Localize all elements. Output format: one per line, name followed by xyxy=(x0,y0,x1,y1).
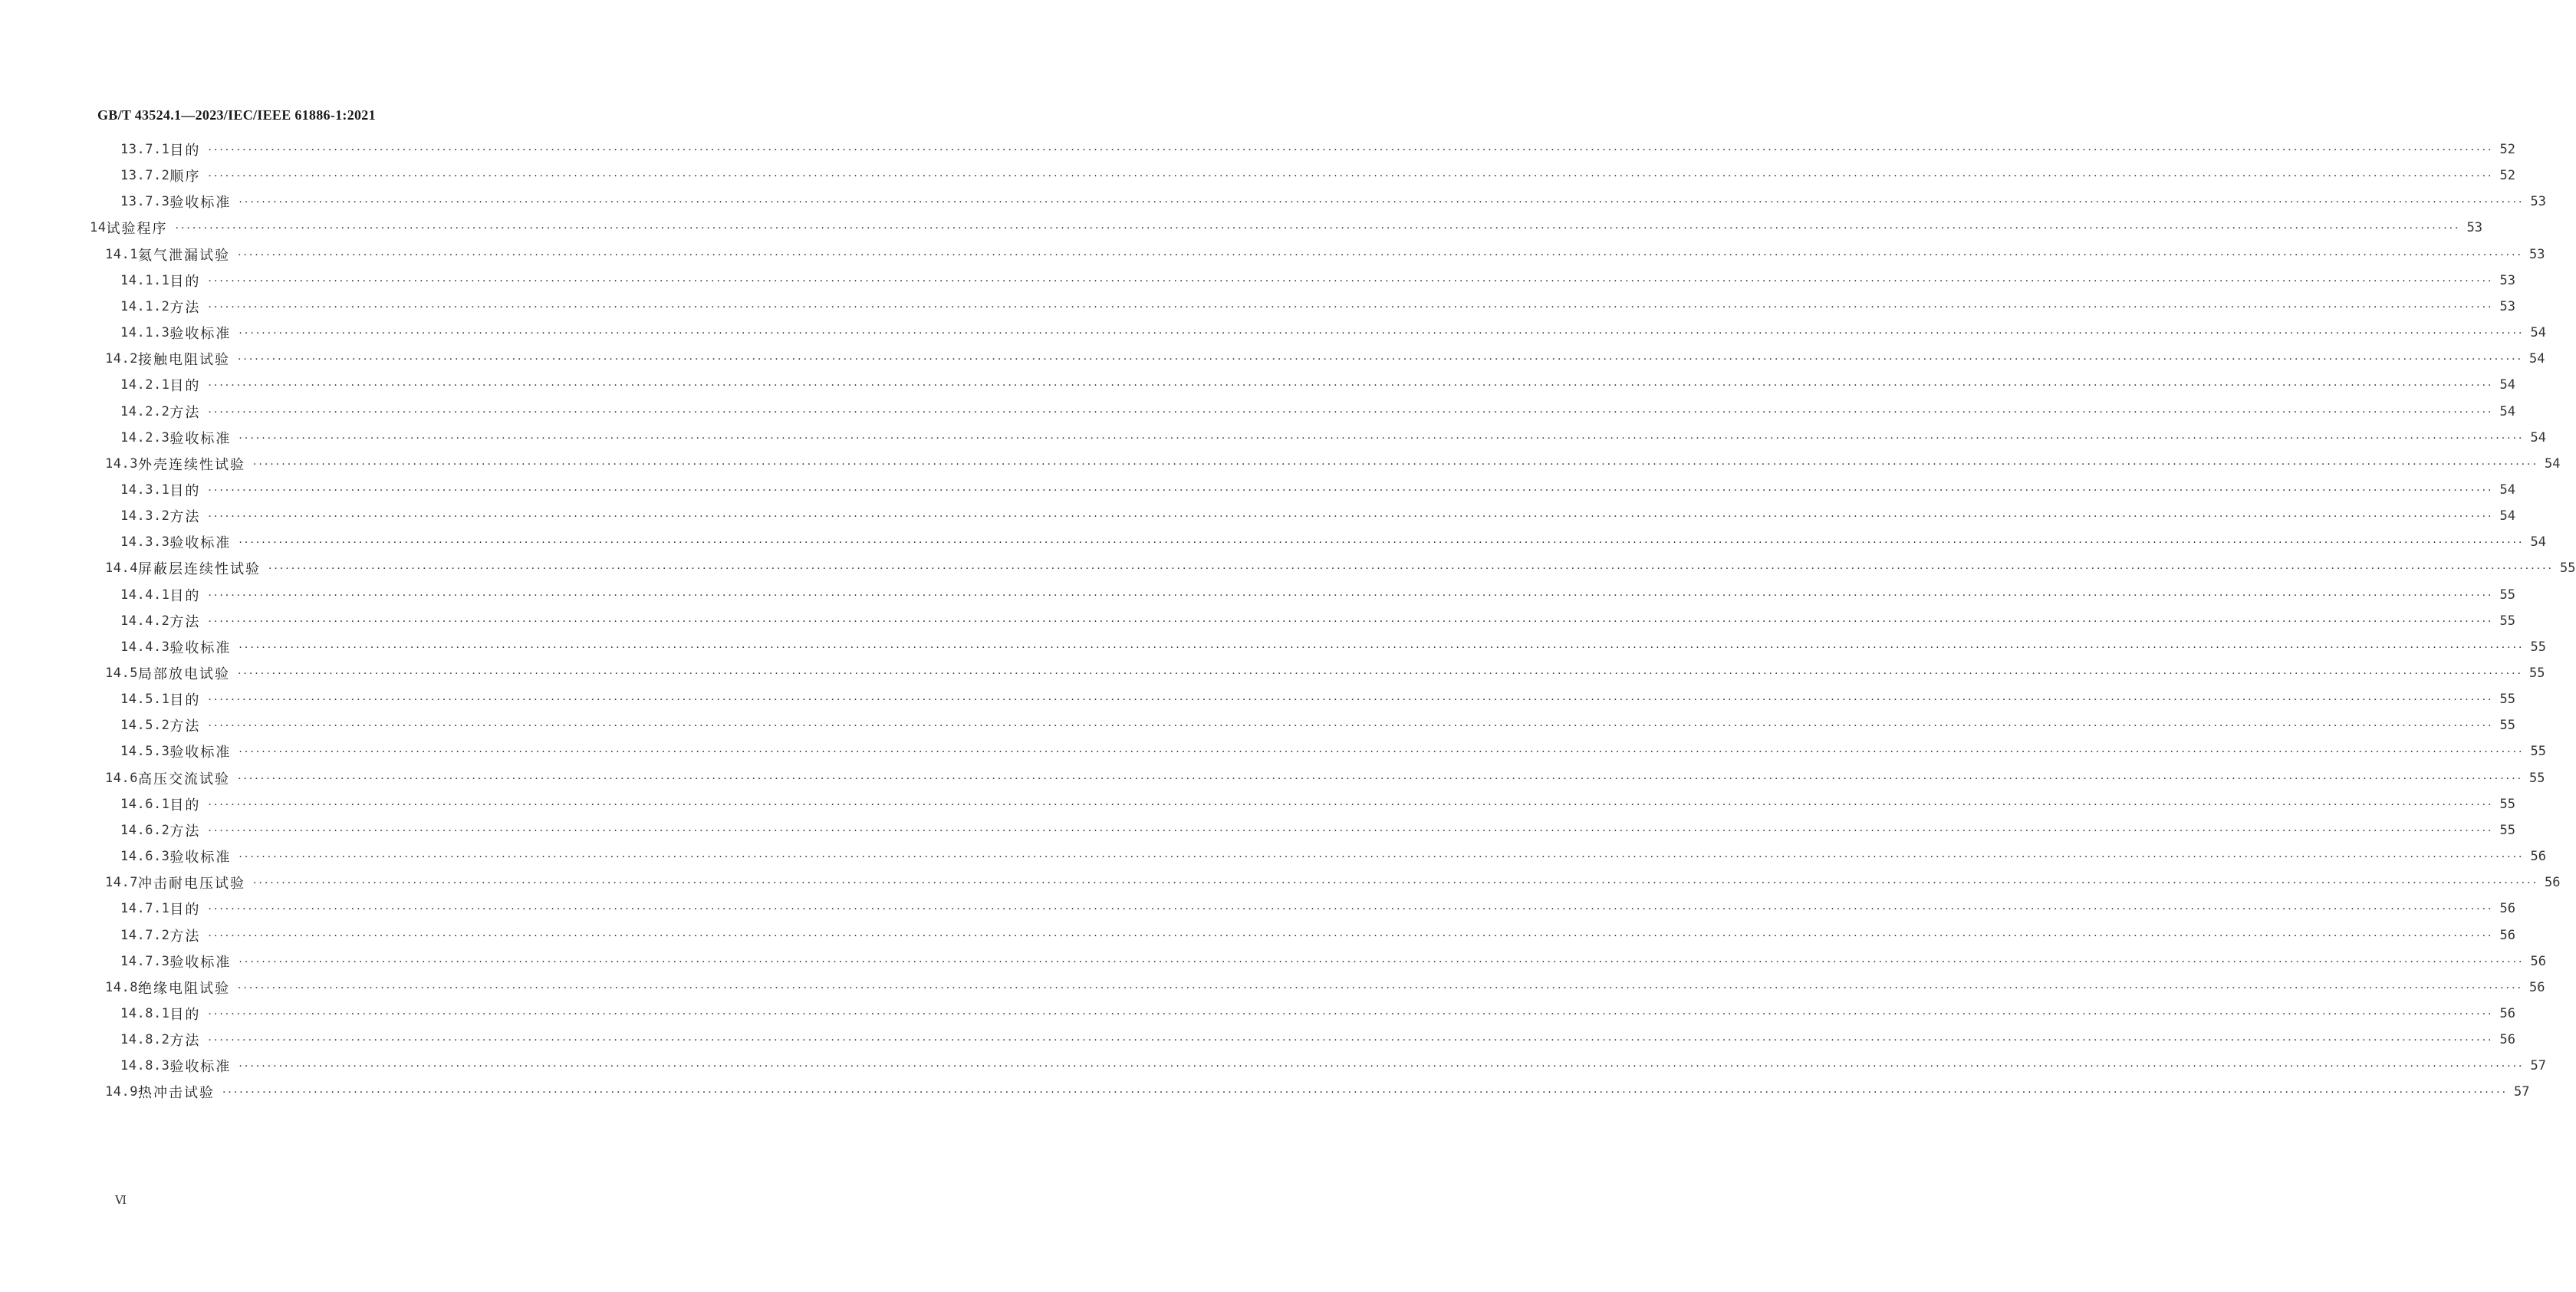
toc-entry-number: 14.5.1 xyxy=(120,692,170,708)
toc-entry[interactable] xyxy=(120,636,2546,659)
toc-entry-page: 56 xyxy=(2499,1005,2515,1021)
toc-entry-page: 54 xyxy=(2499,403,2515,419)
toc-leader-dots: ················································································································································································································································································································································································································ xyxy=(252,877,2539,890)
toc-leader-dots: ················································································································································································································································································································································································································ xyxy=(208,903,2494,916)
toc-leader-dots: ················································································································································································································································································································································································································ xyxy=(239,1060,2525,1073)
toc-entry-page: 54 xyxy=(2530,534,2546,551)
toc-leader-dots: ················································································································································································································································································································································································································ xyxy=(208,406,2494,419)
toc-entry-page: 57 xyxy=(2530,1058,2546,1074)
toc-entry[interactable] xyxy=(120,138,2515,161)
toc-entry-title: 目的 xyxy=(169,1006,201,1023)
toc-entry-page: 56 xyxy=(2530,849,2546,865)
toc-entry-number: 14.8.2 xyxy=(120,1032,170,1048)
toc-entry-title: 绝缘电阻试验 xyxy=(137,980,230,997)
toc-entry-title: 目的 xyxy=(169,143,201,159)
toc-entry[interactable] xyxy=(120,190,2546,213)
toc-entry-title: 方法 xyxy=(169,299,201,316)
toc-entry[interactable] xyxy=(120,793,2515,816)
toc-entry-number: 14.4.1 xyxy=(120,587,170,603)
toc-entry-title: 验收标准 xyxy=(169,954,232,971)
toc-entry-title: 冲击耐电压试验 xyxy=(137,876,245,893)
toc-entry-title: 方法 xyxy=(169,928,201,945)
toc-entry-number: 14.7.2 xyxy=(120,927,170,943)
toc-leader-dots: ················································································································································································································································································································································································································ xyxy=(208,589,2494,602)
toc-entry[interactable] xyxy=(120,426,2546,449)
toc-entry-page: 54 xyxy=(2530,429,2546,445)
toc-entry-number: 14.3.3 xyxy=(120,534,170,551)
toc-entry-title: 目的 xyxy=(169,797,201,814)
toc-leader-dots: ················································································································································································································································································································································································································ xyxy=(208,170,2494,183)
toc-leader-dots: ················································································································································································································································································································································································································ xyxy=(239,432,2525,445)
toc-entry[interactable] xyxy=(120,295,2515,318)
toc-entry-number: 14.2 xyxy=(105,351,138,367)
toc-entry-number: 14.4.2 xyxy=(120,613,170,629)
toc-entry[interactable] xyxy=(105,347,2545,370)
toc-entry-title: 验收标准 xyxy=(169,1059,232,1076)
toc-entry[interactable] xyxy=(120,610,2515,633)
toc-leader-dots: ················································································································································································································································································································································································································ xyxy=(208,1008,2494,1021)
toc-leader-dots: ················································································································································································································································································································································································································ xyxy=(239,746,2525,759)
document-header xyxy=(97,107,376,123)
toc-entry-page: 56 xyxy=(2545,875,2561,891)
toc-entry-number: 14.2.3 xyxy=(120,429,170,445)
toc-leader-dots: ················································································································································································································································································································································································································ xyxy=(208,380,2494,393)
toc-entry-number: 14.3.1 xyxy=(120,482,170,498)
toc-entry-title: 方法 xyxy=(169,613,201,630)
toc-entry-number: 14.6.3 xyxy=(120,849,170,865)
toc-entry[interactable] xyxy=(120,584,2515,607)
toc-entry[interactable] xyxy=(120,1054,2546,1077)
toc-entry-title: 高压交流试验 xyxy=(137,771,230,787)
toc-entry-page: 53 xyxy=(2530,194,2546,210)
toc-entry[interactable] xyxy=(105,557,2576,580)
toc-entry-title: 目的 xyxy=(169,482,201,499)
toc-entry-page: 53 xyxy=(2499,298,2515,314)
toc-entry-page: 55 xyxy=(2530,639,2546,655)
toc-entry-page: 54 xyxy=(2545,455,2561,472)
toc-leader-dots: ················································································································································································································································································································································································································ xyxy=(268,563,2555,576)
toc-entry-title: 外壳连续性试验 xyxy=(137,456,245,473)
toc-entry-title: 方法 xyxy=(169,404,201,421)
toc-entry-number: 14.4 xyxy=(105,561,138,577)
toc-leader-dots: ················································································································································································································································································································································································································ xyxy=(208,144,2494,156)
toc-entry-number: 13.7.2 xyxy=(120,168,170,184)
toc-entry-number: 14.4.3 xyxy=(120,639,170,655)
toc-leader-dots: ················································································································································································································································································································································································································ xyxy=(208,511,2494,524)
toc-leader-dots: ················································································································································································································································································································································································································ xyxy=(239,955,2525,968)
toc-entry[interactable] xyxy=(105,662,2545,685)
toc-entry-page: 56 xyxy=(2499,927,2515,943)
toc-entry[interactable] xyxy=(120,531,2546,554)
toc-entry[interactable] xyxy=(120,897,2515,920)
toc-entry-number: 14.7.1 xyxy=(120,901,170,917)
toc-entry-number: 14.9 xyxy=(105,1084,138,1100)
toc-entry-title: 方法 xyxy=(169,823,201,840)
toc-entry-title: 局部放电试验 xyxy=(137,666,230,682)
toc-entry-number: 14 xyxy=(90,220,107,236)
toc-entry-number: 14.6.1 xyxy=(120,796,170,812)
toc-entry[interactable] xyxy=(120,714,2515,737)
toc-entry[interactable] xyxy=(120,819,2515,842)
toc-entry-title: 目的 xyxy=(169,273,201,290)
toc-entry-number: 14.1.2 xyxy=(120,298,170,314)
toc-leader-dots: ················································································································································································································································································································································································································ xyxy=(237,353,2524,367)
toc-leader-dots: ················································································································································································································································································································································································································ xyxy=(175,222,2461,235)
toc-leader-dots: ················································································································································································································································································································································································································ xyxy=(239,641,2525,654)
toc-entry-page: 54 xyxy=(2499,482,2515,498)
toc-entry-number: 14.1 xyxy=(105,246,138,262)
toc-entry-title: 顺序 xyxy=(169,169,201,186)
toc-entry-page: 56 xyxy=(2499,1032,2515,1048)
toc-entry[interactable] xyxy=(120,740,2546,763)
standard-number: GB/T 43524.1—2023/IEC/IEEE 61886-1:2021 xyxy=(97,107,376,123)
toc-entry-title: 方法 xyxy=(169,718,201,735)
toc-entry-page: 56 xyxy=(2499,901,2515,917)
toc-leader-dots: ················································································································································································································································································································································································································ xyxy=(252,458,2539,471)
toc-entry[interactable] xyxy=(120,478,2515,501)
toc-leader-dots: ················································································································································································································································································································································································································ xyxy=(208,694,2494,707)
toc-leader-dots: ················································································································································································································································································································································································································ xyxy=(208,615,2494,628)
toc-entry-page: 56 xyxy=(2530,953,2546,969)
toc-entry[interactable] xyxy=(120,1002,2515,1025)
toc-leader-dots: ················································································································································································································································································································································································································ xyxy=(208,275,2494,288)
toc-entry-page: 53 xyxy=(2529,246,2545,262)
toc-entry[interactable] xyxy=(120,321,2546,344)
toc-entry-title: 验收标准 xyxy=(169,430,232,447)
toc-entry-title: 试验程序 xyxy=(106,221,168,238)
toc-entry-number: 14.7.3 xyxy=(120,953,170,969)
toc-entry-page: 55 xyxy=(2499,587,2515,603)
page-number-footer: Ⅵ xyxy=(115,1193,127,1207)
toc-entry[interactable] xyxy=(120,373,2515,396)
toc-entry-page: 55 xyxy=(2530,744,2546,760)
toc-entry[interactable] xyxy=(105,243,2545,266)
toc-entry-number: 14.2.2 xyxy=(120,403,170,419)
toc-leader-dots: ················································································································································································································································································································································································································ xyxy=(239,327,2525,340)
toc-entry[interactable] xyxy=(120,688,2515,711)
toc-leader-dots: ················································································································································································································································································································································································································ xyxy=(237,772,2524,785)
toc-leader-dots: ················································································································································································································································································································································································································ xyxy=(208,1034,2494,1047)
toc-entry-title: 目的 xyxy=(169,587,201,604)
toc-entry[interactable] xyxy=(120,845,2546,868)
toc-leader-dots: ················································································································································································································································································································································································································ xyxy=(208,484,2494,497)
toc-leader-dots: ················································································································································································································································································································································································································ xyxy=(237,981,2524,994)
toc-entry[interactable] xyxy=(105,871,2561,894)
toc-entry-page: 53 xyxy=(2499,272,2515,288)
toc-entry-title: 方法 xyxy=(169,509,201,526)
toc-entry-title: 接触电阻试验 xyxy=(137,352,230,369)
toc-entry-title: 目的 xyxy=(169,692,201,709)
toc-entry-number: 14.3 xyxy=(105,455,138,472)
toc-entry-page: 56 xyxy=(2529,979,2545,995)
toc-entry-title: 验收标准 xyxy=(169,745,232,761)
toc-entry-page: 55 xyxy=(2529,770,2545,786)
toc-entry-page: 54 xyxy=(2530,325,2546,341)
toc-entry[interactable] xyxy=(105,452,2561,475)
toc-entry-number: 14.5.2 xyxy=(120,718,170,734)
toc-entry-page: 54 xyxy=(2499,377,2515,393)
toc-entry[interactable] xyxy=(105,976,2545,999)
toc-entry-number: 13.7.1 xyxy=(120,142,170,157)
toc-entry-title: 目的 xyxy=(169,902,201,919)
toc-entry-title: 屏蔽层连续性试验 xyxy=(137,561,261,578)
toc-leader-dots: ················································································································································································································································································································································································································ xyxy=(208,824,2494,837)
toc-leader-dots: ················································································································································································································································································································································································································ xyxy=(237,668,2524,680)
toc-entry-number: 14.8.1 xyxy=(120,1005,170,1021)
toc-entry-title: 验收标准 xyxy=(169,195,232,212)
toc-entry-page: 55 xyxy=(2499,692,2515,708)
toc-entry[interactable] xyxy=(120,950,2546,973)
toc-entry[interactable] xyxy=(120,505,2515,528)
toc-entry-page: 55 xyxy=(2499,613,2515,629)
toc-entry[interactable] xyxy=(120,924,2515,947)
toc-entry-page: 54 xyxy=(2499,508,2515,524)
toc-entry[interactable] xyxy=(90,216,2483,239)
toc-leader-dots: ················································································································································································································································································································································································································ xyxy=(208,720,2494,733)
toc-entry-number: 14.3.2 xyxy=(120,508,170,524)
toc-entry-page: 57 xyxy=(2514,1084,2530,1100)
toc-entry-number: 14.7 xyxy=(105,875,138,891)
toc-entry-title: 验收标准 xyxy=(169,639,232,656)
toc-entry-title: 验收标准 xyxy=(169,850,232,866)
toc-entry[interactable] xyxy=(105,767,2545,790)
toc-entry-title: 方法 xyxy=(169,1033,201,1050)
toc-leader-dots: ················································································································································································································································································································································································································ xyxy=(208,301,2494,314)
toc-entry-number: 14.1.3 xyxy=(120,325,170,341)
toc-leader-dots: ················································································································································································································································································································································································································ xyxy=(239,537,2525,550)
toc-entry-page: 55 xyxy=(2499,718,2515,734)
toc-leader-dots: ················································································································································································································································································································································································································ xyxy=(208,798,2494,811)
toc-leader-dots: ················································································································································································································································································································································································································ xyxy=(222,1087,2509,1100)
toc-entry-number: 14.5 xyxy=(105,666,138,681)
toc-entry-number: 14.5.3 xyxy=(120,744,170,760)
toc-entry-number: 14.6.2 xyxy=(120,822,170,838)
toc-entry-page: 52 xyxy=(2499,168,2515,184)
toc-entry[interactable] xyxy=(120,269,2515,292)
toc-entry-number: 14.8.3 xyxy=(120,1058,170,1074)
toc-entry[interactable] xyxy=(120,1028,2515,1051)
toc-entry-number: 13.7.3 xyxy=(120,194,170,210)
toc-leader-dots: ················································································································································································································································································································································································································ xyxy=(237,248,2524,261)
toc-entry-title: 验收标准 xyxy=(169,326,232,343)
toc-entry-number: 14.8 xyxy=(105,979,138,995)
toc-leader-dots: ················································································································································································································································································································································································································ xyxy=(239,851,2525,864)
toc-entry-title: 氦气泄漏试验 xyxy=(137,247,230,264)
toc-entry-page: 53 xyxy=(2466,220,2483,236)
toc-entry-number: 14.1.1 xyxy=(120,272,170,288)
toc-entry[interactable] xyxy=(105,1080,2530,1103)
toc-entry-page: 52 xyxy=(2499,142,2515,157)
toc-entry[interactable] xyxy=(120,400,2515,423)
toc-leader-dots: ················································································································································································································································································································································································································ xyxy=(208,929,2494,942)
toc-entry-page: 55 xyxy=(2529,666,2545,681)
toc-entry-number: 14.6 xyxy=(105,770,138,786)
toc-entry-page: 55 xyxy=(2560,561,2576,577)
toc-entry-page: 55 xyxy=(2499,796,2515,812)
toc-entry-title: 验收标准 xyxy=(169,535,232,552)
toc-entry-page: 55 xyxy=(2499,822,2515,838)
toc-entry-title: 热冲击试验 xyxy=(137,1085,215,1102)
toc-leader-dots: ················································································································································································································································································································································································································ xyxy=(239,196,2525,209)
toc-entry-number: 14.2.1 xyxy=(120,377,170,393)
toc-entry-title: 目的 xyxy=(169,378,201,395)
toc-entry-page: 54 xyxy=(2529,351,2545,367)
toc-entry[interactable] xyxy=(120,164,2515,187)
